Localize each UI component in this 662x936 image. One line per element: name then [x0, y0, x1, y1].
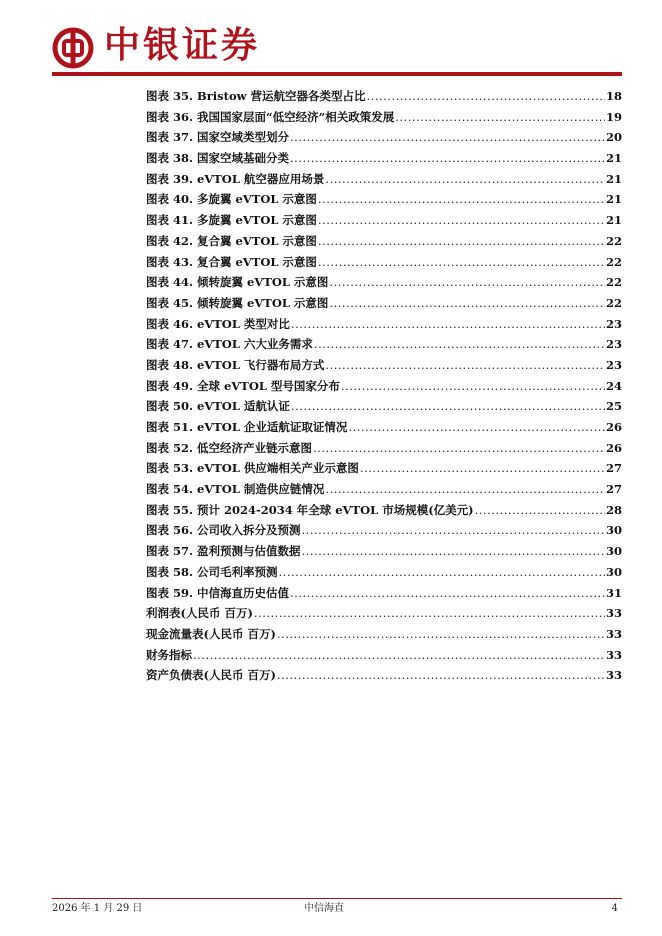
toc-entry[interactable]	[146, 293, 622, 314]
toc-entry-page: 24	[605, 378, 622, 393]
toc-entry-title: 图表 37. 国家空域类型划分	[146, 130, 290, 145]
toc-entry[interactable]	[146, 210, 622, 231]
toc-entry-title: 图表 56. 公司收入拆分及预测	[146, 523, 301, 538]
toc-entry-title: 图表 59. 中信海直历史估值	[146, 585, 290, 600]
toc-entry-title: 财务指标	[146, 647, 192, 662]
toc-dot-leader	[341, 376, 605, 397]
toc-dot-leader	[395, 107, 605, 128]
toc-entry-page: 21	[605, 213, 622, 228]
toc-entry-title: 图表 39. eVTOL 航空器应用场景	[146, 171, 325, 186]
toc-entry-title: 图表 58. 公司毛利率预测	[146, 564, 278, 579]
toc-entry[interactable]	[146, 645, 622, 666]
toc-dot-leader	[290, 127, 605, 148]
toc-entry-title: 图表 41. 多旋翼 eVTOL 示意图	[146, 213, 317, 228]
toc-entry-title: 资产负债表(人民币 百万)	[146, 668, 276, 683]
toc-entry[interactable]	[146, 189, 622, 210]
toc-entry-title: 现金流量表(人民币 百万)	[146, 626, 276, 641]
toc-entry-title: 图表 40. 多旋翼 eVTOL 示意图	[146, 192, 317, 207]
toc-entry-page: 26	[605, 420, 622, 434]
toc-entry-title: 图表 43. 复合翼 eVTOL 示意图	[146, 254, 317, 269]
page-header	[0, 0, 662, 80]
toc-entry-title: 图表 55. 预计 2024-2034 年全球 eVTOL 市场规模(亿美元)	[146, 502, 474, 517]
toc-entry-page: 21	[605, 171, 622, 186]
toc-entry-page: 23	[605, 316, 622, 331]
toc-entry-title: 图表 52. 低空经济产业链示意图	[146, 440, 313, 455]
footer-company: 中信海直	[304, 903, 344, 914]
toc-dot-leader	[277, 624, 605, 645]
toc-entry-title: 图表 45. 倾转旋翼 eVTOL 示意图	[146, 295, 329, 310]
toc-entry-page: 22	[605, 295, 622, 310]
toc-dot-leader	[325, 355, 605, 376]
toc-dot-leader	[277, 665, 605, 686]
toc-entry-page: 31	[605, 585, 622, 600]
toc-entry[interactable]	[146, 520, 622, 541]
toc-dot-leader	[314, 334, 605, 355]
toc-entry[interactable]	[146, 624, 622, 645]
toc-dot-leader	[302, 541, 605, 562]
brand-name: 中银证券	[104, 25, 261, 66]
toc-entry[interactable]	[146, 479, 622, 500]
toc-entry-page: 22	[605, 254, 622, 269]
toc-dot-leader	[360, 458, 605, 479]
toc-entry-title: 图表 35. Bristow 营运航空器各类型占比	[146, 89, 366, 103]
toc-entry-title: 图表 47. eVTOL 六大业务需求	[146, 337, 313, 352]
toc-entry[interactable]	[146, 500, 622, 521]
toc-entry[interactable]	[146, 438, 622, 459]
toc-entry-title: 图表 36. 我国国家层面“低空经济”相关政策发展	[146, 109, 395, 124]
toc-entry[interactable]	[146, 169, 622, 190]
toc-entry-page: 20	[605, 130, 622, 145]
header-divider	[52, 72, 622, 76]
toc-dot-leader	[291, 314, 605, 335]
toc-entry-page: 21	[605, 151, 622, 166]
toc-entry-title: 图表 44. 倾转旋翼 eVTOL 示意图	[146, 275, 329, 290]
toc-dot-leader	[291, 396, 605, 417]
toc-entry[interactable]	[146, 148, 622, 169]
toc-entry[interactable]	[146, 86, 622, 107]
toc-entry[interactable]	[146, 334, 622, 355]
toc-entry[interactable]	[146, 376, 622, 397]
toc-entry[interactable]	[146, 541, 622, 562]
toc-entry[interactable]	[146, 272, 622, 293]
toc-entry-title: 图表 42. 复合翼 eVTOL 示意图	[146, 233, 317, 248]
toc-entry[interactable]	[146, 231, 622, 252]
toc-entry[interactable]	[146, 583, 622, 604]
toc-entry[interactable]	[146, 665, 622, 686]
toc-entry-page: 33	[605, 668, 622, 683]
toc-entry-title: 图表 51. eVTOL 企业适航证取证情况	[146, 420, 348, 434]
toc-dot-leader	[313, 438, 605, 459]
toc-entry-page: 21	[605, 192, 622, 207]
toc-dot-leader	[318, 189, 605, 210]
toc-dot-leader	[302, 520, 605, 541]
toc-entry-page: 22	[605, 233, 622, 248]
toc-entry-title: 图表 49. 全球 eVTOL 型号国家分布	[146, 378, 340, 393]
toc-entry[interactable]	[146, 355, 622, 376]
toc-entry-page: 33	[605, 626, 622, 641]
toc-dot-leader	[318, 231, 605, 252]
toc-entry-page: 19	[605, 109, 622, 124]
toc-entry-title: 图表 38. 国家空域基础分类	[146, 151, 290, 166]
toc-dot-leader	[348, 417, 605, 438]
toc-entry-title: 图表 57. 盈利预测与估值数据	[146, 544, 301, 559]
toc-dot-leader	[193, 645, 605, 666]
toc-dot-leader	[290, 583, 605, 604]
toc-entry[interactable]	[146, 562, 622, 583]
footer-page-number: 4	[611, 903, 618, 914]
toc-entry[interactable]	[146, 107, 622, 128]
toc-dot-leader	[318, 252, 605, 273]
toc-entry[interactable]	[146, 396, 622, 417]
toc-entry-page: 27	[605, 461, 622, 476]
toc-dot-leader	[279, 562, 605, 583]
toc-entry[interactable]	[146, 252, 622, 273]
bank-of-china-logo-icon	[52, 27, 94, 69]
toc-dot-leader	[290, 148, 605, 169]
toc-entry-page: 33	[605, 606, 622, 621]
toc-entry-page: 28	[605, 502, 622, 517]
toc-dot-leader	[325, 479, 605, 500]
toc-dot-leader	[367, 86, 605, 107]
table-of-contents	[146, 86, 622, 686]
toc-entry-title: 图表 50. eVTOL 适航认证	[146, 399, 290, 414]
toc-entry-page: 22	[605, 275, 622, 290]
toc-entry-page: 23	[605, 337, 622, 352]
toc-entry-page: 23	[605, 357, 622, 372]
toc-entry-title: 图表 48. eVTOL 飞行器布局方式	[146, 357, 325, 372]
toc-entry-page: 30	[605, 523, 622, 538]
toc-entry-page: 27	[605, 482, 622, 497]
toc-entry[interactable]	[146, 417, 622, 438]
toc-entry[interactable]	[146, 127, 622, 148]
footer-date: 2026 年 1 月 29 日	[52, 903, 143, 914]
toc-entry-title: 图表 54. eVTOL 制造供应链情况	[146, 482, 325, 497]
toc-entry-page: 33	[605, 647, 622, 662]
toc-dot-leader	[325, 169, 605, 190]
toc-dot-leader	[329, 293, 605, 314]
toc-dot-leader	[254, 603, 605, 624]
toc-dot-leader	[318, 210, 605, 231]
toc-entry-page: 25	[605, 399, 622, 414]
toc-entry[interactable]	[146, 458, 622, 479]
toc-entry-page: 26	[605, 440, 622, 455]
toc-entry[interactable]	[146, 603, 622, 624]
toc-dot-leader	[329, 272, 605, 293]
toc-entry-page: 30	[605, 544, 622, 559]
toc-entry[interactable]	[146, 314, 622, 335]
toc-entry-title: 图表 53. eVTOL 供应端相关产业示意图	[146, 461, 359, 476]
toc-dot-leader	[475, 500, 605, 521]
toc-entry-title: 图表 46. eVTOL 类型对比	[146, 316, 290, 331]
toc-entry-title: 利润表(人民币 百万)	[146, 606, 253, 621]
toc-entry-page: 18	[605, 89, 622, 103]
toc-entry-page: 30	[605, 564, 622, 579]
footer-divider	[52, 898, 622, 899]
